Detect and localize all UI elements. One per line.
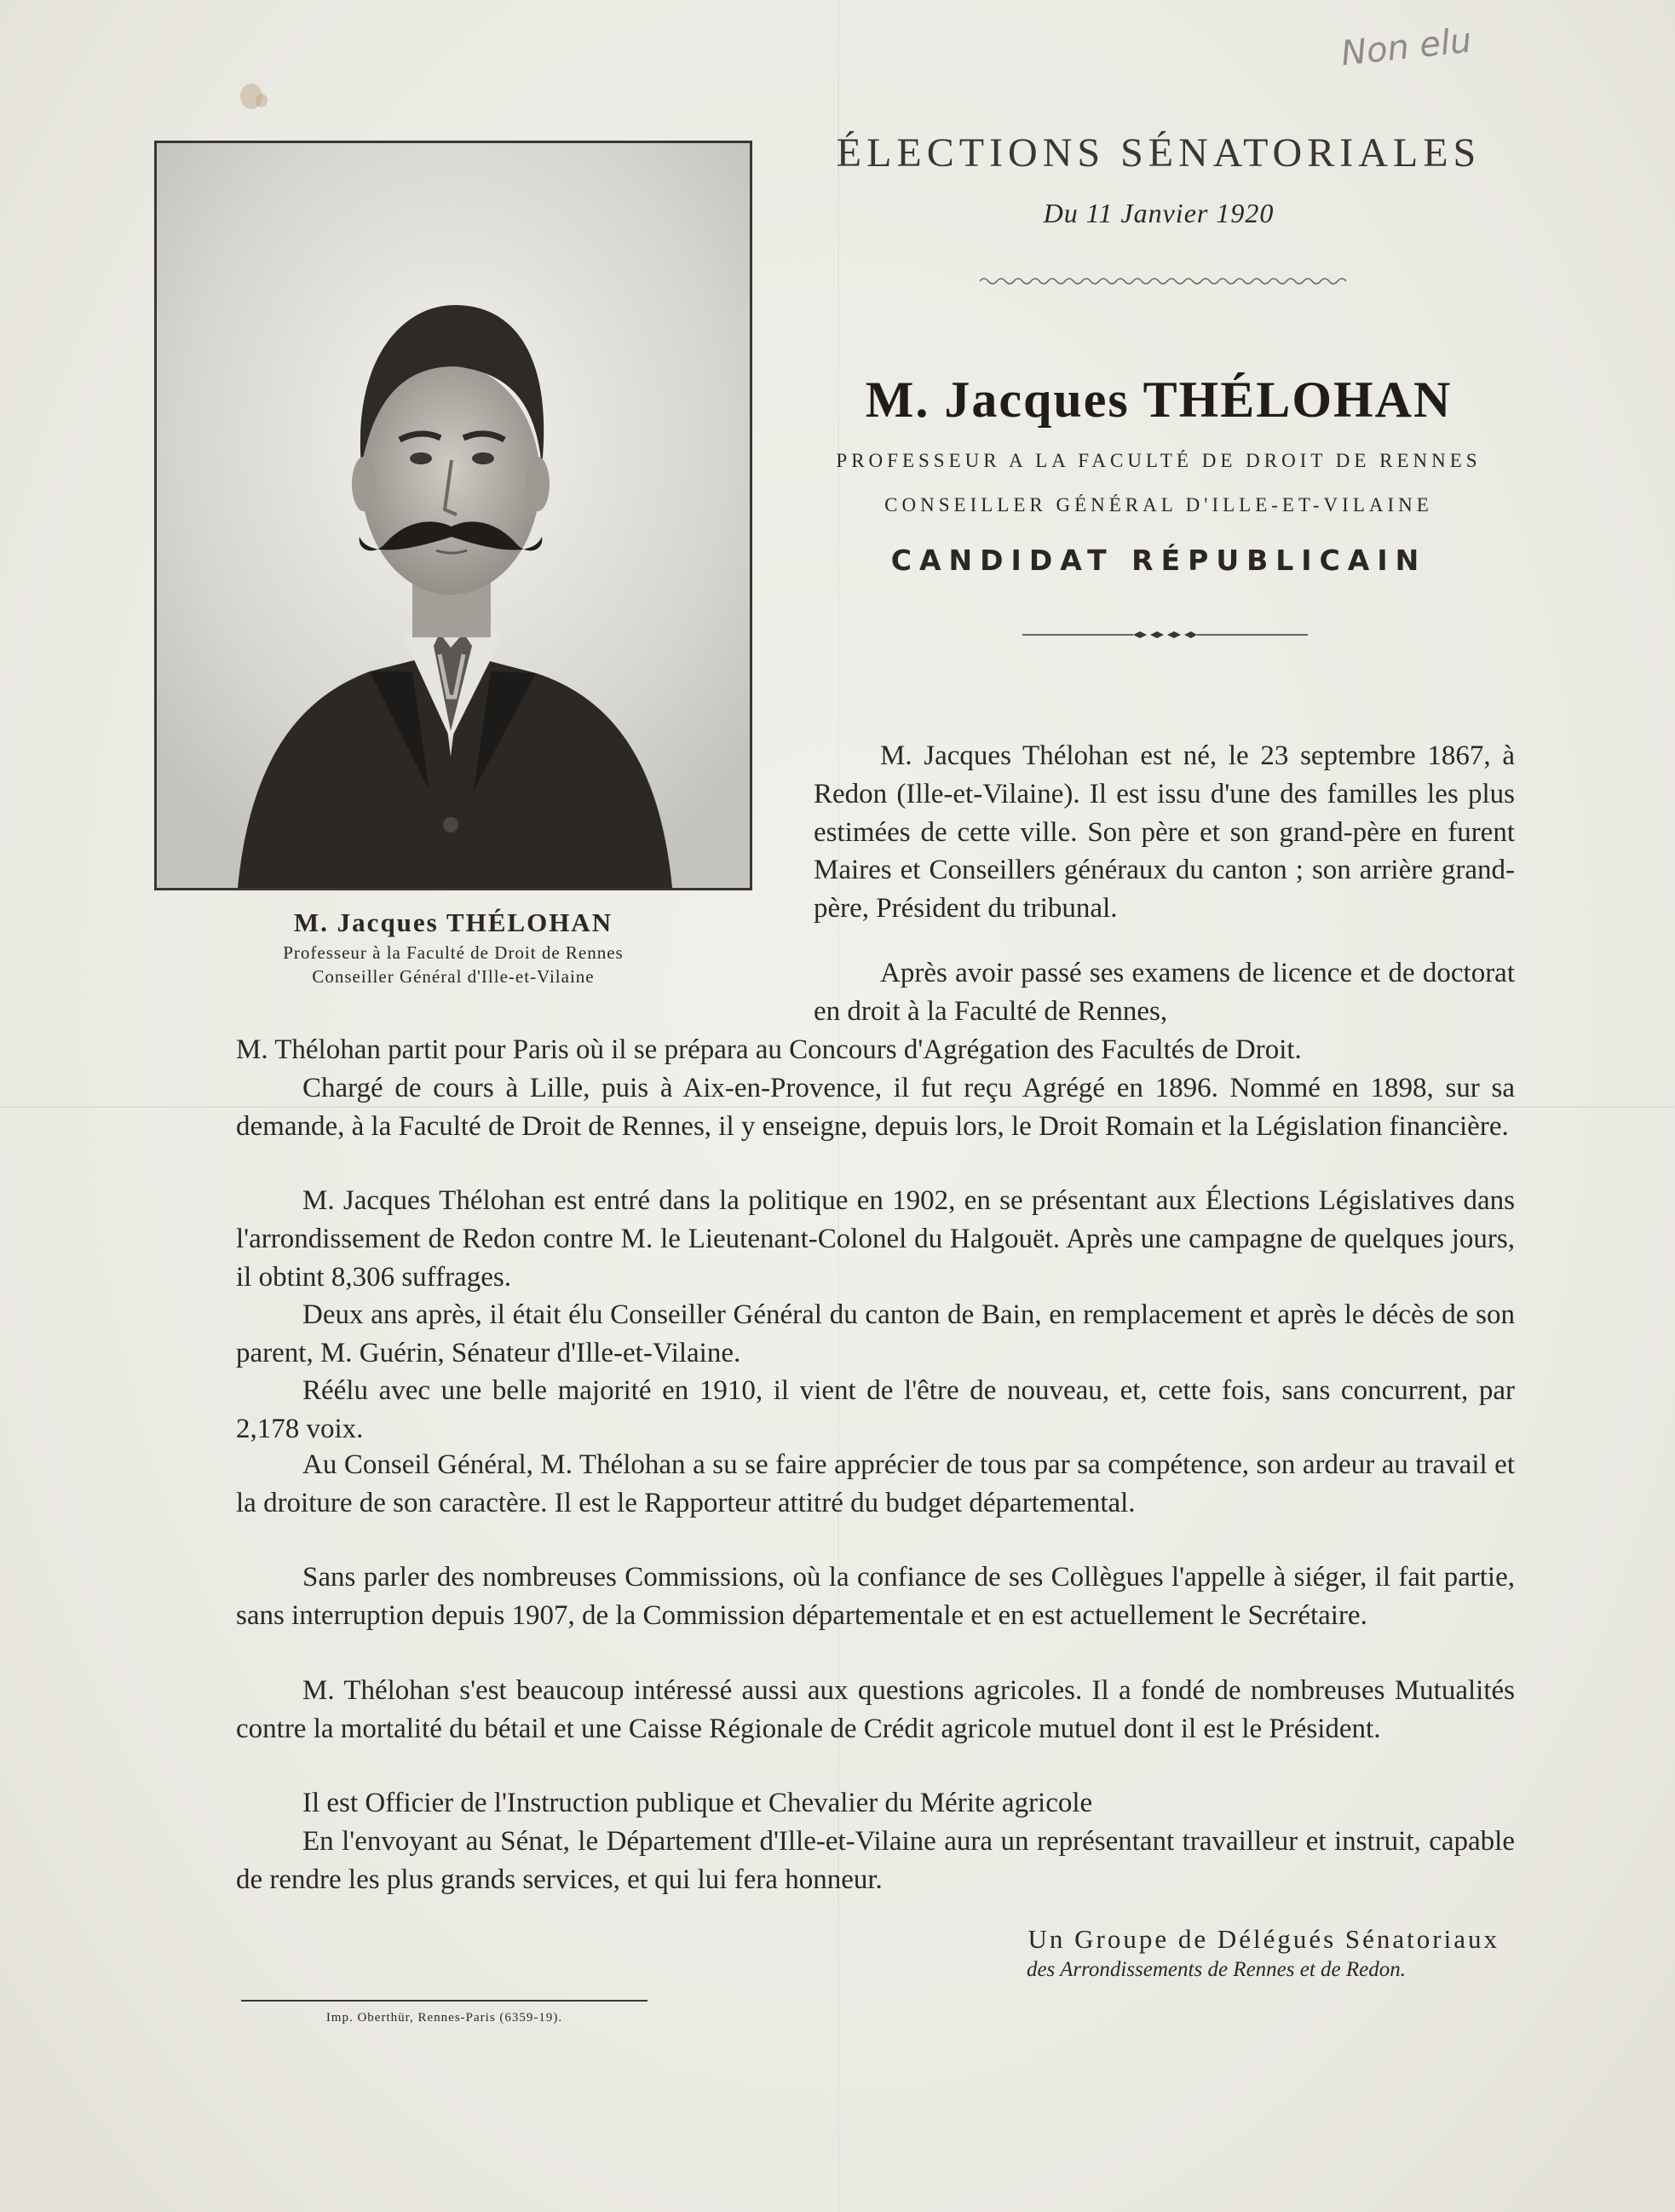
body-paragraph: M. Thélohan s'est beaucoup intéressé aussi aux questions agricoles. Il a fondé de nombreuses Mutualités contre la mortalité du bétail et une Caisse Régionale de Crédit agricole mutuel dont il est le Président. bbox=[236, 1675, 1515, 1744]
wavy-divider bbox=[980, 273, 1346, 290]
body-paragraph: M. Jacques Thélohan est entré dans la politique en 1902, en se présentant aux Élections Législatives dans l'arrondissement de Redon contre M. le Lieutenant-Colonel du Halgouët. Après une campagne de quelques jours, il obtint 8,306 suffrages. bbox=[236, 1185, 1515, 1293]
printer-imprint: Imp. Oberthür, Rennes-Paris (6359-19). bbox=[325, 2011, 563, 2025]
election-date: Du 11 Janvier 1920 bbox=[1043, 198, 1275, 228]
body-paragraph: En l'envoyant au Sénat, le Département d'Ille-et-Vilaine aura un représentant travailleur et instruit, capable de rendre les plus grands services, et qui lui fera honneur. bbox=[236, 1826, 1515, 1895]
body-paragraph: Réélu avec une belle majorité en 1910, il vient de l'être de nouveau, et, cette fois, sans concurrent, par 2,178 voix. bbox=[236, 1375, 1515, 1444]
body-paragraph: Chargé de cours à Lille, puis à Aix-en-Provence, il fut reçu Agrégé en 1896. Nommé en 1898, sur sa demande, à la Faculté de Droit de Rennes, il y enseigne, depuis lors, le Droit Romain et la Législation financière. bbox=[236, 1073, 1515, 1142]
document-title: ÉLECTIONS SÉNATORIALES bbox=[836, 130, 1482, 176]
candidate-title: CONSEILLER GÉNÉRAL D'ILLE-ET-VILAINE bbox=[884, 494, 1433, 516]
portrait-caption-line: Professeur à la Faculté de Droit de Rennes bbox=[283, 942, 624, 963]
candidate-status: CANDIDAT RÉPUBLICAIN bbox=[890, 544, 1427, 577]
body-paragraph: Après avoir passé ses examens de licence et de doctorat en droit à la Faculté de Rennes, bbox=[814, 958, 1515, 1027]
body-paragraph: M. Jacques Thélohan est né, le 23 septembre 1867, à Redon (Ille-et-Vilaine). Il est issu d'une des familles les plus estimées de cette ville. Son père et son grand-père en furent Maires et Conseillers généraux du canton ; son arrière grand-père, Président du tribunal. bbox=[814, 740, 1515, 925]
portrait-caption-name: M. Jacques THÉLOHAN bbox=[293, 907, 613, 937]
body-paragraph: Il est Officier de l'Instruction publique et Chevalier du Mérite agricole bbox=[302, 1788, 1093, 1818]
candidate-title: PROFESSEUR A LA FACULTÉ DE DROIT DE RENNES bbox=[836, 450, 1482, 471]
candidate-portrait-photo bbox=[154, 141, 752, 890]
body-paragraph: Au Conseil Général, M. Thélohan a su se faire apprécier de tous par sa compétence, son ardeur au travail et la droiture de son caractère. Il est le Rapporteur attitré du budget départemental. bbox=[236, 1449, 1515, 1518]
signature-group: Un Groupe de Délégués Sénatoriaux bbox=[1027, 1924, 1499, 1954]
portrait-caption-line: Conseiller Général d'Ille-et-Vilaine bbox=[312, 966, 595, 987]
body-paragraph: Sans parler des nombreuses Commissions, où la confiance de ses Collègues l'appelle à siéger, il fait partie, sans interruption depuis 1907, de la Commission départementale et en est actuellement le Secrétaire. bbox=[236, 1562, 1515, 1631]
body-paragraph: M. Thélohan partit pour Paris où il se prépara au Concours d'Agrégation des Facultés de Droit. bbox=[236, 1034, 1302, 1065]
ornament-divider bbox=[1022, 626, 1308, 643]
signature-subtitle: des Arrondissements de Rennes et de Redon. bbox=[1026, 1958, 1406, 1981]
candidate-name-heading: M. Jacques THÉLOHAN bbox=[865, 372, 1453, 428]
paper-stain bbox=[256, 94, 268, 107]
footer-rule bbox=[241, 2000, 648, 2002]
handwritten-note: Non elu bbox=[1338, 20, 1474, 74]
body-paragraph: Deux ans après, il était élu Conseiller Général du canton de Bain, en remplacement et après le décès de son parent, M. Guérin, Sénateur d'Ille-et-Vilaine. bbox=[236, 1299, 1515, 1368]
